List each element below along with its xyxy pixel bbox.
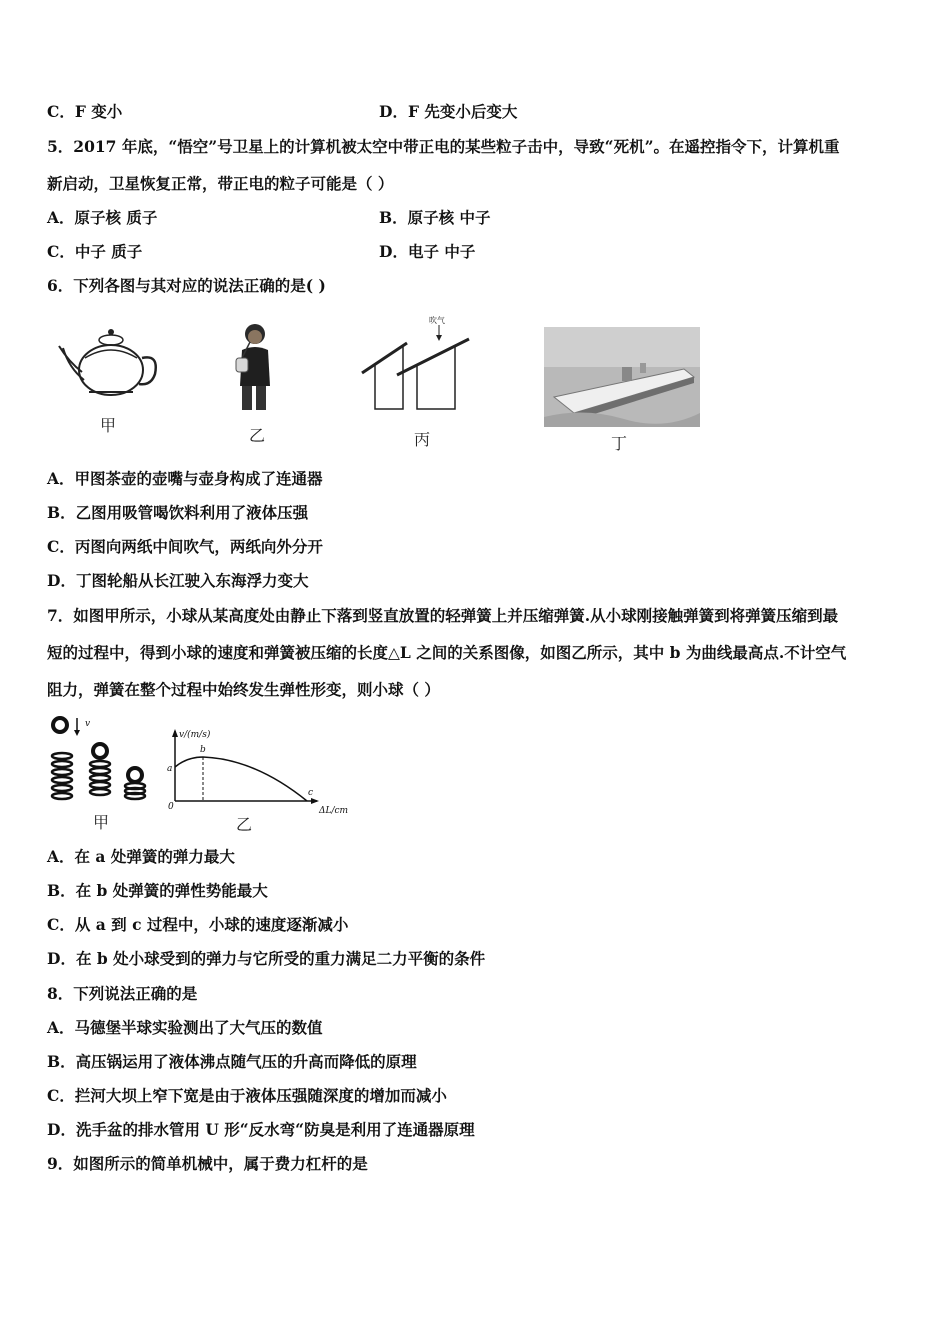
q7-stem-line1: 7．如图甲所示，小球从某高度处由静止下落到竖直放置的轻弹簧上并压缩弹簧.从小球刚接触弹簧到将弹簧压缩到最 — [47, 606, 839, 625]
q6-caption-bing: 丙 — [414, 430, 431, 449]
velocity-label: v — [85, 719, 91, 729]
q6-option-d: D．丁图轮船从长江驶入东海浮力变大 — [47, 571, 309, 590]
q7-option-a: A．在 a 处弹簧的弹力最大 — [47, 847, 235, 866]
point-a-label: a — [167, 764, 173, 774]
q5-option-d: D．电子 中子 — [379, 242, 476, 261]
q5-stem-line1: 5．2017 年底，“悟空”号卫星上的计算机被太空中带正电的某些粒子击中，导致“死机”。在遥控指令下，计算机重 — [47, 137, 840, 156]
velocity-curve — [175, 757, 307, 801]
point-b-label: b — [200, 745, 206, 755]
q8-option-c: C．拦河大坝上窄下宽是由于液体压强随深度的增加而减小 — [47, 1086, 447, 1105]
q6-caption-jia: 甲 — [100, 416, 117, 435]
q5-option-a: A．原子核 质子 — [47, 208, 158, 227]
q8-option-a: A．马德堡半球实验测出了大气压的数值 — [47, 1018, 323, 1037]
q7-option-b: B．在 b 处弹簧的弹性势能最大 — [47, 881, 268, 900]
q7-stem-line3: 阻力，弹簧在整个过程中始终发生弹性形变，则小球（ ） — [47, 680, 440, 699]
ship-photo-figure — [544, 327, 700, 427]
q4-option-d: D．F 先变小后变大 — [379, 102, 518, 121]
q5-option-c: C．中子 质子 — [47, 242, 143, 261]
q6-stem: 6．下列各图与其对应的说法正确的是( ) — [47, 276, 326, 295]
boy-drinking-figure — [222, 320, 282, 414]
two-papers-figure — [357, 313, 477, 413]
q8-stem: 8．下列说法正确的是 — [47, 984, 198, 1003]
velocity-compression-graph — [165, 727, 365, 817]
q8-option-b: B．高压锅运用了液体沸点随气压的升高而降低的原理 — [47, 1052, 417, 1071]
q4-option-c: C．F 变小 — [47, 102, 123, 121]
y-axis-label: v/(m/s) — [179, 730, 211, 740]
point-c-label: c — [308, 788, 314, 798]
origin-label: 0 — [168, 802, 174, 812]
q7-stem-line2: 短的过程中，得到小球的速度和弹簧被压缩的长度△L 之间的关系图像，如图乙所示，其中 b 为曲线最高点.不计空气 — [47, 643, 847, 662]
x-axis-label: ΔL/cm — [319, 806, 349, 816]
q7-option-d: D．在 b 处小球受到的弹力与它所受的重力满足二力平衡的条件 — [47, 949, 486, 968]
q5-stem-line2: 新启动，卫星恢复正常，带正电的粒子可能是（ ） — [47, 174, 394, 193]
q7-option-c: C．从 a 到 c 过程中，小球的速度逐渐减小 — [47, 915, 349, 934]
q6-option-c: C．丙图向两纸中间吹气，两纸向外分开 — [47, 537, 323, 556]
q8-option-d: D．洗手盆的排水管用 U 形“反水弯“防臭是利用了连通器原理 — [47, 1120, 475, 1139]
q5-option-b: B．原子核 中子 — [379, 208, 491, 227]
q7-caption-yi: 乙 — [236, 815, 253, 834]
q6-caption-yi: 乙 — [249, 426, 266, 445]
q9-stem: 9．如图所示的简单机械中，属于费力杠杆的是 — [47, 1154, 368, 1173]
q7-caption-jia: 甲 — [93, 813, 110, 832]
q6-option-a: A．甲图茶壶的壶嘴与壶身构成了连通器 — [47, 469, 323, 488]
ball-spring-figure — [47, 712, 157, 804]
q6-option-b: B．乙图用吸管喝饮料利用了液体压强 — [47, 503, 309, 522]
blow-label: 吹气 — [429, 316, 445, 325]
q6-caption-ding: 丁 — [611, 434, 628, 453]
teapot-figure — [55, 322, 165, 402]
